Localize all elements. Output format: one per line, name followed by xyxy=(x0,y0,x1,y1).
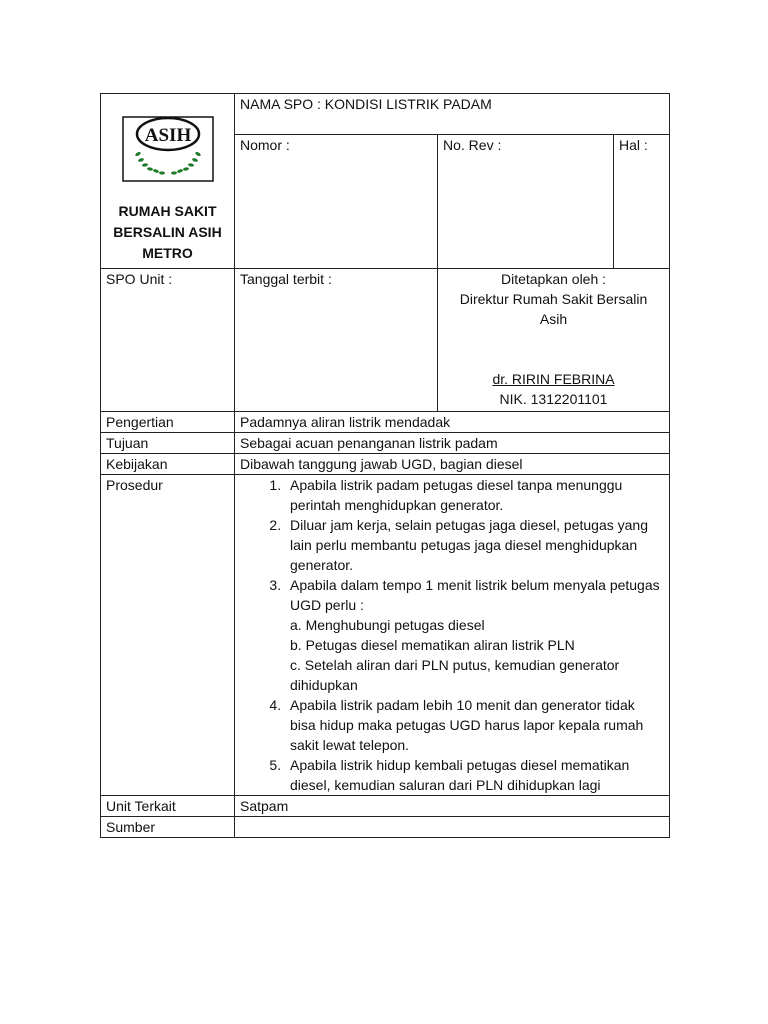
tujuan-value: Sebagai acuan penanganan listrik padam xyxy=(240,435,498,451)
tujuan-label-cell xyxy=(101,433,235,454)
hospital-name xyxy=(106,201,229,264)
signature-space xyxy=(443,329,664,369)
director-line2: Asih xyxy=(539,311,568,327)
sumber-value-cell xyxy=(235,817,670,838)
pengertian-value-cell xyxy=(235,412,670,433)
prosedur-label-cell xyxy=(101,475,235,796)
spo-unit-cell xyxy=(101,269,235,412)
unit-terkait-value-cell xyxy=(235,796,670,817)
kebijakan-value-cell xyxy=(235,454,670,475)
hospital-name-line3: METRO xyxy=(142,245,193,261)
ditetapkan-cell xyxy=(438,269,670,412)
signer-name: dr. RIRIN FEBRINA xyxy=(492,371,615,387)
nama-spo-cell xyxy=(235,94,670,135)
prosedur-value-cell xyxy=(235,475,670,796)
kebijakan-label: Kebijakan xyxy=(106,456,168,472)
tanggal-terbit-cell xyxy=(235,269,438,412)
prosedur-list xyxy=(240,475,664,795)
prosedur-step-text: Apabila listrik hidup kembali petugas diesel mematikan diesel, kemudian saluran dari PLN dihidupkan lagi xyxy=(290,757,630,793)
pengertian-label-cell xyxy=(101,412,235,433)
hospital-name-line1: RUMAH SAKIT xyxy=(118,203,217,219)
spo-table xyxy=(100,93,670,838)
prosedur-substep-a: a. Menghubungi petugas diesel xyxy=(290,617,485,633)
nomor-label: Nomor : xyxy=(240,137,290,153)
nama-spo-title: NAMA SPO : KONDISI LISTRIK PADAM xyxy=(240,96,492,112)
prosedur-label: Prosedur xyxy=(106,477,163,493)
prosedur-step xyxy=(285,475,664,515)
unit-terkait-value: Satpam xyxy=(240,798,289,814)
prosedur-substep-c: c. Setelah aliran dari PLN putus, kemudian generator dihidupkan xyxy=(290,657,620,693)
prosedur-step xyxy=(285,755,664,795)
pengertian-label: Pengertian xyxy=(106,414,174,430)
hospital-identity-cell xyxy=(101,94,235,269)
nomor-cell xyxy=(235,135,438,269)
prosedur-step xyxy=(285,515,664,575)
sumber-label: Sumber xyxy=(106,819,156,835)
prosedur-step-text: Diluar jam kerja, selain petugas jaga diesel, petugas yang lain perlu membantu petugas jaga diesel menghidupkan generator. xyxy=(290,517,648,573)
asih-logo xyxy=(122,116,214,182)
prosedur-step-text: Apabila listrik padam lebih 10 menit dan generator tidak bisa hidup maka petugas UGD harus lapor kepala rumah sakit lewat telepon. xyxy=(290,697,644,753)
hal-cell xyxy=(614,135,670,269)
pengertian-value: Padamnya aliran listrik mendadak xyxy=(240,414,451,430)
tujuan-label: Tujuan xyxy=(106,435,149,451)
ditetapkan-label: Ditetapkan oleh : xyxy=(500,271,607,287)
spo-document xyxy=(100,93,669,838)
prosedur-step xyxy=(285,695,664,755)
unit-terkait-label-cell xyxy=(101,796,235,817)
unit-terkait-label: Unit Terkait xyxy=(106,798,176,814)
kebijakan-label-cell xyxy=(101,454,235,475)
logo-text: ASIH xyxy=(144,125,191,146)
hal-label: Hal : xyxy=(619,137,648,153)
prosedur-step-text: 3. Apabila dalam tempo 1 menit listrik belum menyala petugas UGD perlu : xyxy=(290,577,660,613)
signer-nik: NIK. 1312201101 xyxy=(499,391,608,407)
prosedur-substep-b: b. Petugas diesel mematikan aliran listrik PLN xyxy=(290,637,575,653)
tanggal-terbit-label: Tanggal terbit : xyxy=(240,271,332,287)
norev-cell xyxy=(438,135,614,269)
hospital-name-line2: BERSALIN ASIH xyxy=(113,224,222,240)
norev-label: No. Rev : xyxy=(443,137,502,153)
kebijakan-value: Dibawah tanggung jawab UGD, bagian diesel xyxy=(240,456,523,472)
spo-unit-label: SPO Unit : xyxy=(106,271,173,287)
tujuan-value-cell xyxy=(235,433,670,454)
sumber-label-cell xyxy=(101,817,235,838)
director-line1: Direktur Rumah Sakit Bersalin xyxy=(459,291,648,307)
prosedur-step xyxy=(285,575,664,695)
prosedur-step-text: Apabila listrik padam petugas diesel tanpa menunggu perintah menghidupkan generator. xyxy=(290,477,623,513)
